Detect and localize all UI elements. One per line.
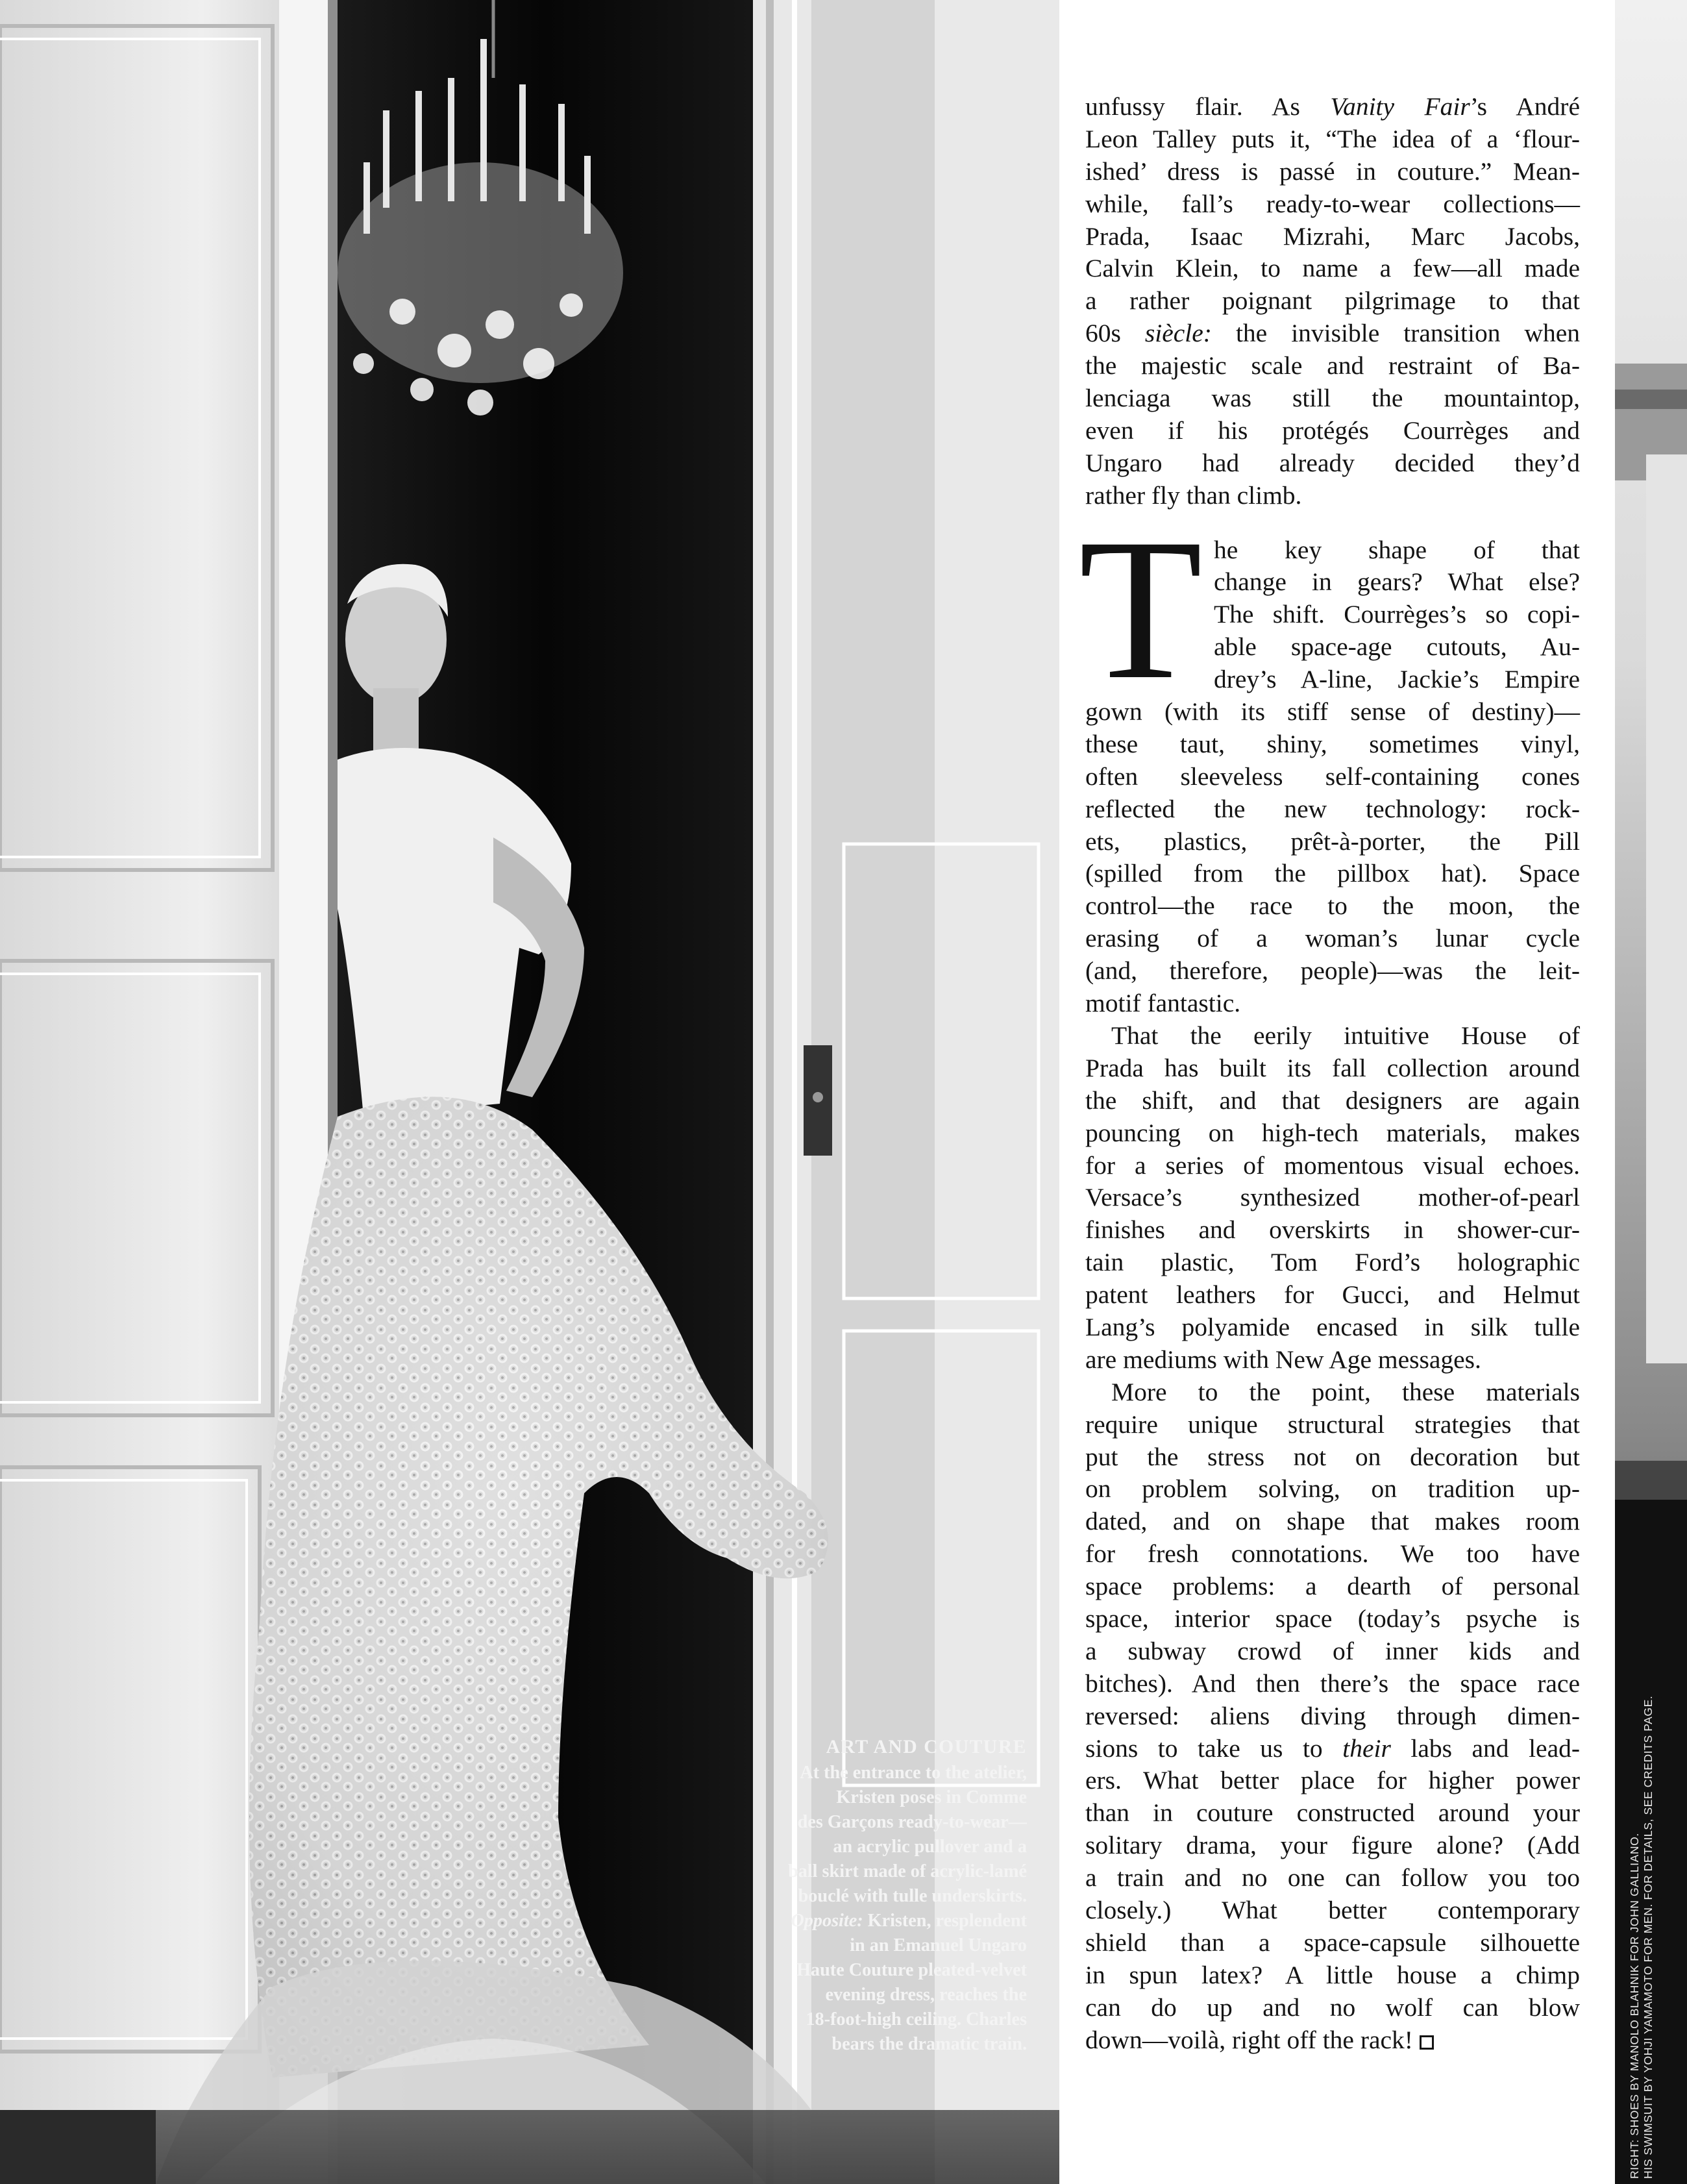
text-line: than in couture constructed around your bbox=[1085, 1798, 1580, 1828]
caption-title: ART AND COUTURE bbox=[826, 1737, 1027, 1757]
drop-cap: T bbox=[1079, 497, 1203, 721]
text-line: Prada has built its fall collection around bbox=[1085, 1053, 1580, 1082]
text-line: erasing of a woman’s lunar cycle bbox=[1085, 924, 1580, 953]
text-line: rather fly than climb. bbox=[1085, 480, 1302, 510]
article-dropcap-paragraph bbox=[1079, 497, 1580, 1020]
caption-line: Haute Couture pleated-velvet bbox=[796, 1960, 1027, 1980]
text-line: dated, and on shape that makes room bbox=[1085, 1507, 1580, 1536]
text-line: put the stress not on decoration but bbox=[1085, 1442, 1580, 1471]
text-line: the majestic scale and restraint of Ba- bbox=[1085, 351, 1580, 380]
text-line: The shift. Courrèges’s so copi- bbox=[1214, 600, 1580, 629]
text-line: 60s siècle: the invisible transition when bbox=[1085, 319, 1580, 348]
text-line: shield than a space-capsule silhouette bbox=[1085, 1928, 1580, 1957]
text-line: tain plastic, Tom Ford’s holographic bbox=[1085, 1248, 1580, 1277]
caption-line: bears the dramatic train. bbox=[831, 2034, 1027, 2054]
text-line: on problem solving, on tradition up- bbox=[1085, 1474, 1580, 1504]
text-line: gown (with its stiff sense of destiny)— bbox=[1085, 697, 1580, 726]
photo-credit bbox=[1628, 1696, 1655, 2179]
caption-line: At the entrance to the atelier, bbox=[800, 1763, 1027, 1783]
end-mark-icon bbox=[1420, 2035, 1434, 2050]
text-line: bitches). And then there’s the space race bbox=[1085, 1669, 1580, 1698]
text-line: Calvin Klein, to name a few—all made bbox=[1085, 254, 1580, 283]
caption-line: evening dress, reaches the bbox=[825, 1985, 1027, 2005]
caption-opposite-label: Opposite: bbox=[791, 1911, 863, 1931]
text-line: even if his protégés Courrèges and bbox=[1085, 416, 1580, 445]
text-line: control—the race to the moon, the bbox=[1085, 891, 1580, 921]
text-line: reversed: aliens diving through dimen- bbox=[1085, 1701, 1580, 1730]
text-line: for a series of momentous visual echoes. bbox=[1085, 1150, 1580, 1180]
caption-line: in an Emanuel Ungaro bbox=[850, 1935, 1027, 1955]
text-line: in spun latex? A little house a chimp bbox=[1085, 1960, 1580, 1989]
text-line: That the eerily intuitive House of bbox=[1111, 1021, 1580, 1050]
text-line: these taut, shiny, sometimes vinyl, bbox=[1085, 729, 1580, 758]
caption-line: an acrylic pullover and a bbox=[833, 1837, 1027, 1857]
text-line: a subway crowd of inner kids and bbox=[1085, 1636, 1580, 1665]
credit-line: HIS SWIMSUIT BY YOHJI YAMAMOTO FOR MEN. FOR DETAILS, SEE CREDITS PAGE. bbox=[1642, 1695, 1655, 2179]
text-line: a train and no one can follow you too bbox=[1085, 1863, 1580, 1892]
text-line: closely.) What better contemporary bbox=[1085, 1895, 1580, 1924]
article-paragraph-prada bbox=[1085, 1020, 1580, 1376]
text-line: reflected the new technology: rock- bbox=[1085, 794, 1580, 823]
article-column bbox=[1079, 91, 1581, 2056]
text-line: the shift, and that designers are again bbox=[1085, 1086, 1580, 1115]
photo-caption bbox=[727, 1735, 1027, 2057]
text-line: change in gears? What else? bbox=[1214, 567, 1580, 597]
text-line: motif fantastic. bbox=[1085, 989, 1241, 1018]
text-line: space problems: a dearth of personal bbox=[1085, 1572, 1580, 1601]
caption-line: bouclé with tulle underskirts. bbox=[798, 1886, 1027, 1906]
text-line: ets, plastics, prêt-à-porter, the Pill bbox=[1085, 826, 1580, 856]
text-line: for fresh connotations. We too have bbox=[1085, 1539, 1580, 1569]
text-line: sions to take us to their labs and lead- bbox=[1085, 1733, 1581, 1763]
text-line: patent leathers for Gucci, and Helmut bbox=[1085, 1280, 1580, 1309]
text-line: finishes and overskirts in shower-cur- bbox=[1085, 1215, 1580, 1245]
caption-line: 18-foot-high ceiling. Charles bbox=[806, 2009, 1027, 2029]
text-line: often sleeveless self-containing cones bbox=[1085, 762, 1580, 791]
text-line: while, fall’s ready-to-wear collections— bbox=[1085, 189, 1580, 218]
text-line: Prada, Isaac Mizrahi, Marc Jacobs, bbox=[1085, 221, 1580, 251]
text-line: space, interior space (today’s psyche is bbox=[1085, 1604, 1580, 1633]
text-line: Versace’s synthesized mother-of-pearl bbox=[1085, 1183, 1580, 1212]
credit-line: RIGHT: SHOES BY MANOLO BLAHNIK FOR JOHN GALLIANO. bbox=[1628, 1833, 1641, 2179]
text-line: lenciaga was still the mountaintop, bbox=[1085, 384, 1580, 413]
text-line: ished’ dress is passé in couture.” Mean- bbox=[1085, 156, 1580, 186]
text-line: can do up and no wolf can blow bbox=[1085, 1992, 1580, 2022]
text-line: down—voilà, right off the rack! bbox=[1085, 2024, 1580, 2057]
text-line: solitary drama, your figure alone? (Add bbox=[1085, 1831, 1580, 1860]
text-line: able space-age cutouts, Au- bbox=[1214, 632, 1580, 662]
text-line: Lang’s polyamide encased in silk tulle bbox=[1085, 1312, 1580, 1341]
caption-line bbox=[727, 1909, 1027, 1933]
text-line: ers. What better place for higher power bbox=[1085, 1766, 1580, 1795]
text-line: drey’s A-line, Jackie’s Empire bbox=[1214, 665, 1580, 694]
text-line: (and, therefore, people)—was the leit- bbox=[1085, 956, 1580, 986]
caption-opposite-text: Kristen, resplendent bbox=[863, 1911, 1027, 1931]
caption-line: ball skirt made of acrylic-lamé bbox=[788, 1861, 1027, 1881]
text-line: (spilled from the pillbox hat). Space bbox=[1085, 859, 1580, 888]
text-line: Ungaro had already decided they’d bbox=[1085, 448, 1580, 477]
text-line: a rather poignant pilgrimage to that bbox=[1085, 286, 1580, 316]
text-line: pouncing on high-tech materials, makes bbox=[1085, 1118, 1580, 1147]
caption-line: Kristen poses in Comme bbox=[836, 1787, 1027, 1807]
text-line: unfussy flair. As Vanity Fair’s André bbox=[1085, 92, 1580, 121]
text-line: require unique structural strategies that bbox=[1085, 1409, 1580, 1439]
text-line: are mediums with New Age messages. bbox=[1085, 1345, 1481, 1374]
text-line: More to the point, these materials bbox=[1111, 1377, 1580, 1406]
article-paragraph-materials bbox=[1085, 1376, 1580, 2057]
text-line: he key shape of that bbox=[1214, 535, 1580, 564]
caption-line: des Garçons ready-to-wear— bbox=[797, 1812, 1027, 1832]
article-paragraph-intro bbox=[1085, 91, 1580, 512]
text-line: Leon Talley puts it, “The idea of a ‘flour- bbox=[1085, 124, 1580, 153]
